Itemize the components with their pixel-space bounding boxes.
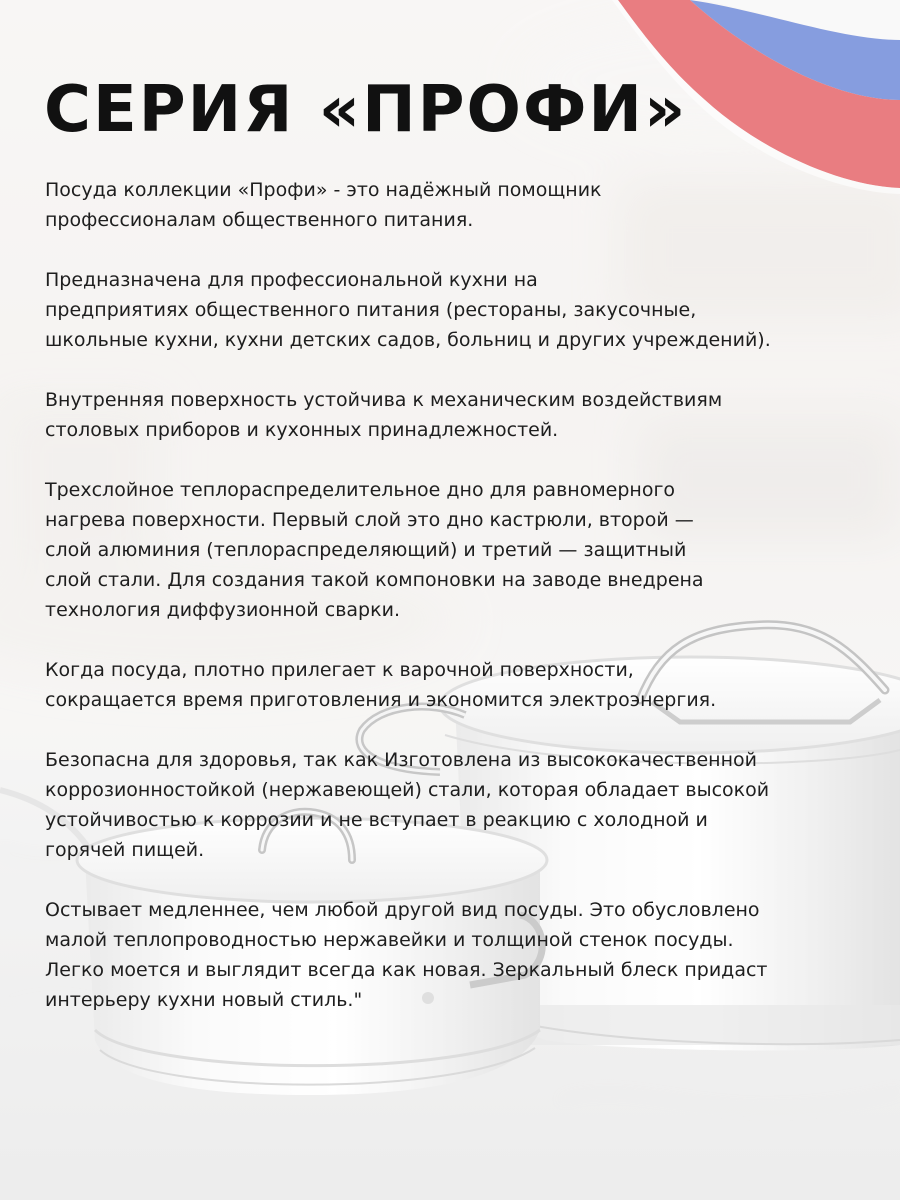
paragraph-energy: Когда посуда, плотно прилегает к варочной поверхности, сокращается время приготовления и экономится электроэнергия. [45,659,717,711]
paragraph-triple-bottom: Трехслойное теплораспределительное дно для равномерного нагрева поверхности. Первый слой это дно кастрюли, второй — слой алюминия (теплораспределяющий) и третий — защитный слой стали. Для создания такой компоновки на заводе внедрена технология диффузионной сварки. [45,479,704,621]
page-title: СЕРИЯ «ПРОФИ» [44,73,688,147]
paragraph-inner-surface: Внутренняя поверхность устойчива к механическим воздействиям столовых приборов и кухонных принадлежностей. [45,389,723,441]
description-text [45,175,875,1045]
paragraph-cooling: Остывает медленнее, чем любой другой вид посуды. Это обусловлено малой теплопроводностью нержавейки и толщиной стенок посуды. Легко моется и выглядит всегда как новая. Зеркальный блеск придаст интерьеру кухни новый стиль." [45,899,768,1011]
paragraph-purpose: Предназначена для профессиональной кухни на предприятиях общественного питания (рестораны, закусочные, школьные кухни, кухни детских садов, больниц и других учреждений). [45,269,771,351]
paragraph-intro: Посуда коллекции «Профи» - это надёжный помощник профессионалам общественного питания. [45,179,602,231]
paragraph-safety: Безопасна для здоровья, так как Изготовлена из высококачественной коррозионностойкой (нержавеющей) стали, которая обладает высокой устойчивостью к коррозии и не вступает в реакцию с холодной и горячей пищей. [45,749,770,861]
